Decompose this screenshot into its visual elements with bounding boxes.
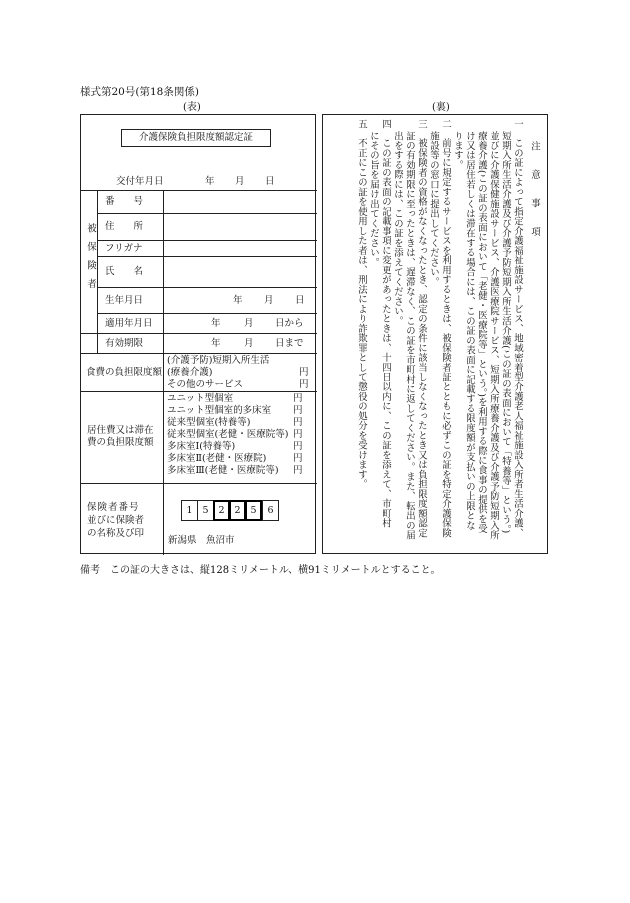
valid-year-unit: 年	[211, 338, 221, 349]
back-card	[322, 114, 548, 554]
birth-month-unit: 月	[264, 295, 274, 306]
insurer-name: 新潟県 魚沼市	[168, 535, 235, 546]
front-card	[80, 114, 316, 554]
note-4-line-2: にその旨を届け出てください。	[368, 131, 379, 268]
valid-day-unit: 日まで	[275, 338, 304, 349]
form-number-label: 様式第20号(第18条関係)	[80, 86, 199, 98]
row-applicable-date-label: 適用年月日	[105, 318, 153, 329]
note-1-line-4: 療養介護(この証の表面において「老健・医療院等」という。)を利用する際に食事の提供を受	[476, 131, 487, 534]
residence-item-7: 多床室Ⅲ(老健・医療院等)	[167, 465, 279, 476]
note-1-line-5: け又は居住若しくは滞在する場合には、この証の表面に記載する限度額が支払いの上限とな	[464, 131, 475, 531]
valid-month-unit: 月	[244, 338, 254, 349]
food-yen-2: 円	[299, 379, 309, 390]
issue-date-month-unit: 月	[235, 176, 245, 187]
note-4-line-1: 四 この証の表面の記載事項に変更があったときは、十四日以内に、この証を添えて、市町村	[380, 119, 391, 529]
residence-cost-label-line1: 居住費又は滞在	[87, 425, 154, 436]
note-2-line-1: 二 前号に規定するサービスを利用するときは、被保険者証とともに必ずこの証を特定介護保険	[440, 119, 451, 538]
residence-item-3: 従来型個室(特養等)	[167, 417, 251, 428]
note-3-line-2: 証の有効期限に至ったときは、遅滞なく、この証を市町村に返してください。また、転出の届	[404, 131, 415, 541]
residence-yen-6: 円	[293, 453, 303, 464]
residence-item-4: 従来型個室(老健・医療院等)	[167, 429, 289, 440]
note-5-line-1: 五 不正にこの証を使用した者は、刑法により詐欺罪として懲役の処分を受けます。	[356, 119, 367, 490]
insurer-digit-1: 1	[181, 500, 198, 521]
food-item-short-stay: (介護予防)短期入所生活	[167, 355, 270, 366]
residence-yen-1: 円	[293, 393, 303, 404]
notes-heading: 注 意 事 項	[529, 141, 540, 245]
food-item-other: その他のサービス	[167, 379, 244, 390]
note-1-line-1: 一 この証によって指定介護福祉施設サービス、地域密着型介護老人福祉施設入所者生活介護、	[512, 119, 523, 538]
issue-date-year-unit: 年	[205, 176, 215, 187]
card-title: 介護保険負担限度額認定証	[121, 129, 271, 147]
insurer-label-line1: 保険者番号	[87, 502, 140, 513]
front-side-label: (表)	[183, 102, 201, 113]
note-3-line-3: 出をする際には、この証を添えてください。	[392, 131, 403, 326]
residence-yen-3: 円	[293, 417, 303, 428]
insurer-label-line2: 並びに保険者	[87, 515, 145, 526]
note-1-line-3: 並びに介護保健施設サービス、介護医療院サービス、短期入所療養介護及び介護予防短期入所	[488, 131, 499, 541]
back-side-label: (裏)	[432, 102, 450, 113]
row-address-label: 住 所	[105, 221, 144, 232]
note-1-line-2: 短期入所生活介護及び介護予防短期入所生活介護(この証の表面において「特養等」という。)	[500, 131, 511, 534]
applicable-day-unit: 日から	[275, 318, 304, 329]
row-furigana-label: フリガナ	[105, 243, 143, 254]
insurer-digit-6: 6	[262, 500, 279, 521]
row-name-label: 氏 名	[105, 266, 144, 277]
applicable-month-unit: 月	[244, 318, 254, 329]
residence-item-1: ユニット型個室	[167, 393, 234, 404]
row-number-label: 番 号	[105, 196, 144, 207]
food-yen-1: 円	[299, 367, 309, 378]
insured-person-label: 被保険者	[85, 223, 96, 297]
residence-yen-5: 円	[293, 441, 303, 452]
residence-yen-7: 円	[293, 465, 303, 476]
food-cost-limit-label: 食費の負担限度額	[86, 367, 163, 378]
residence-yen-4: 円	[293, 429, 303, 440]
remarks-note: 備考 この証の大きさは、縦128ミリメートル、横91ミリメートルとすること。	[80, 565, 441, 576]
birth-day-unit: 日	[295, 295, 305, 306]
residence-cost-label-line2: 費の負担限度額	[87, 437, 154, 448]
note-1-line-6: ります。	[452, 131, 463, 170]
residence-item-5: 多床室Ⅰ(特養等)	[167, 441, 236, 452]
residence-item-2: ユニット型個室的多床室	[167, 405, 272, 416]
applicable-year-unit: 年	[211, 318, 221, 329]
row-valid-until-label: 有効期限	[105, 338, 144, 349]
row-birthdate-label: 生年月日	[105, 295, 144, 306]
insurer-digit-5: 5	[245, 500, 262, 521]
issue-date-label: 交付年月日	[116, 176, 164, 187]
residence-item-6: 多床室Ⅱ(老健・医療院)	[167, 453, 267, 464]
insurer-digit-4: 2	[229, 500, 246, 521]
note-2-line-2: 施設等の窓口に提出してください。	[428, 131, 439, 287]
birth-year-unit: 年	[233, 295, 243, 306]
food-item-care: (療養介護)	[167, 367, 213, 378]
insurer-label-line3: の名称及び印	[87, 528, 145, 539]
residence-yen-2: 円	[293, 405, 303, 416]
insurer-digit-3: 2	[213, 500, 230, 521]
insurer-digit-2: 5	[197, 500, 214, 521]
issue-date-day-unit: 日	[265, 176, 275, 187]
note-3-line-1: 三 被保険者の資格がなくなったとき、認定の条件に該当しなくなったとき又は負担限度額認定	[416, 119, 427, 538]
